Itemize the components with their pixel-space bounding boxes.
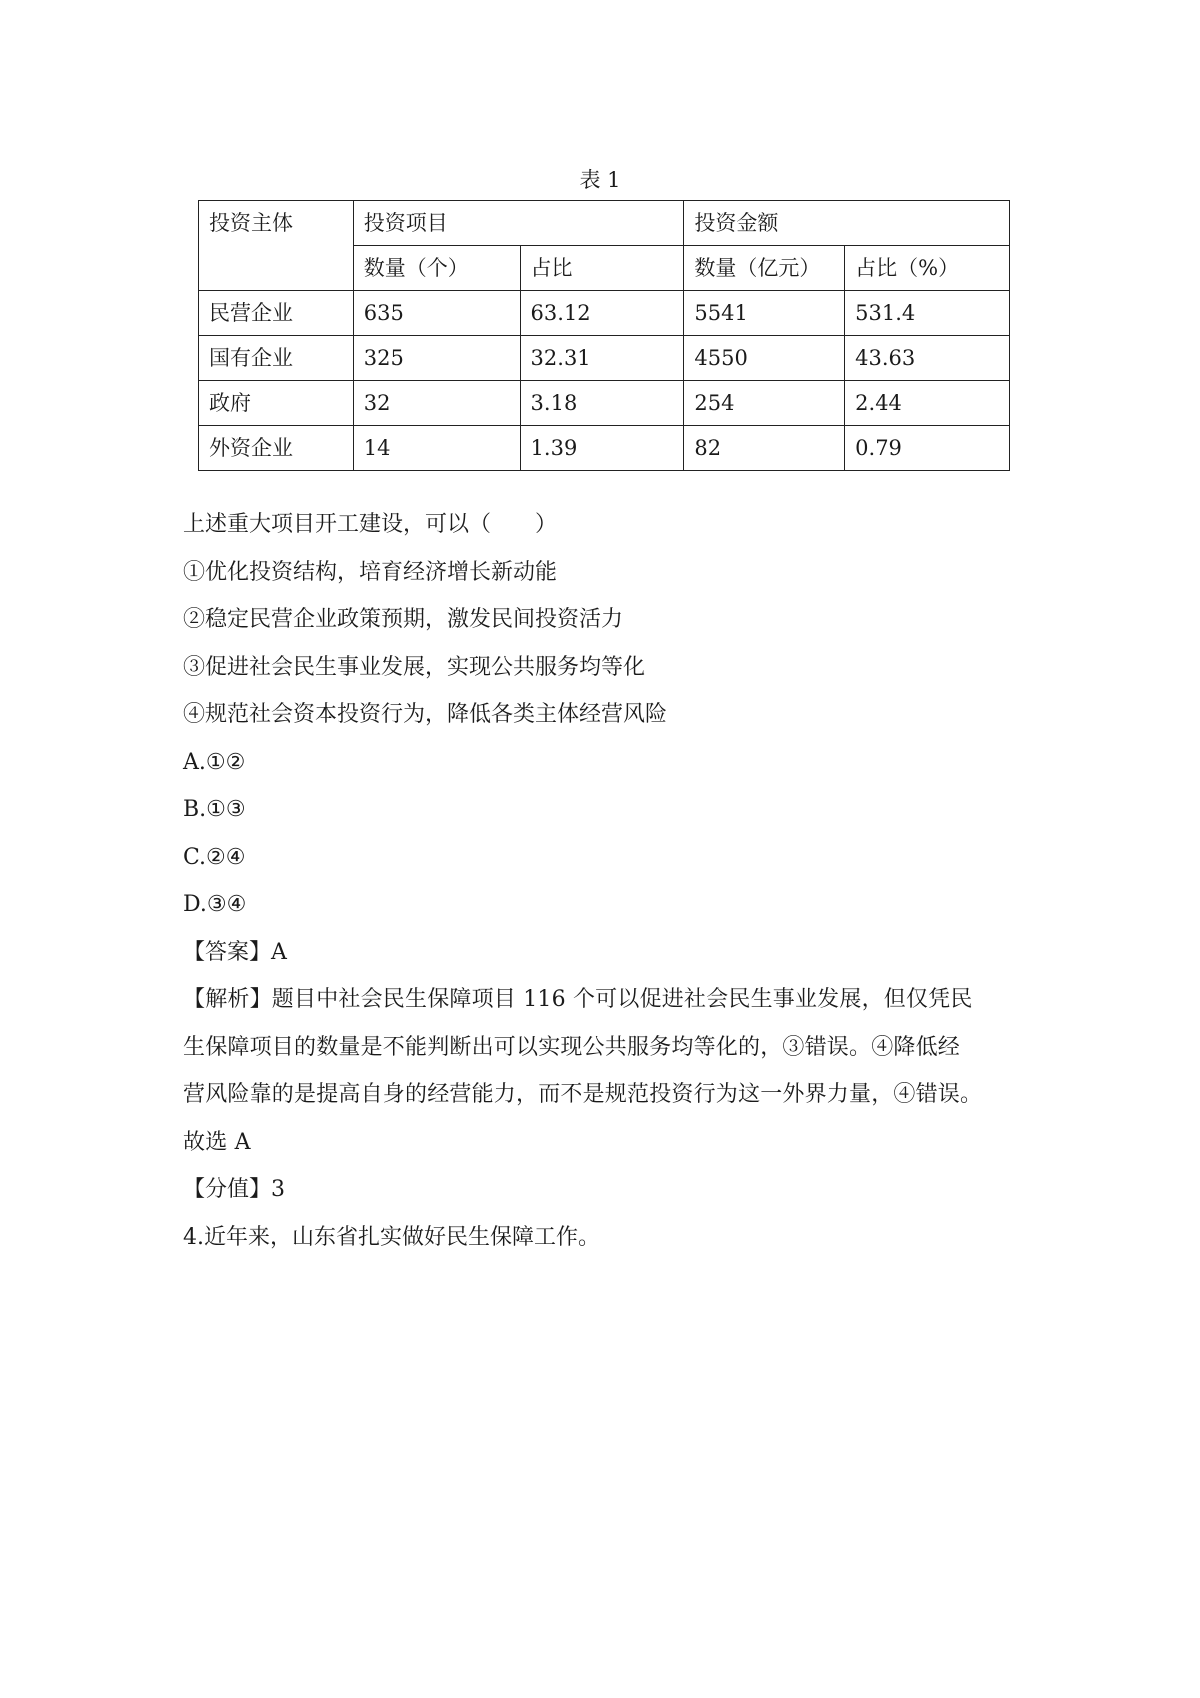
score: 【分值】3 [183,1177,285,1202]
cell-project-share: 1.39 [520,426,684,471]
table-row [199,381,1010,426]
cell-amount-count: 254 [684,381,845,426]
cell-project-share: 63.12 [520,291,684,336]
investment-table [198,200,1010,471]
option-c: C.②④ [183,844,246,870]
cell-project-share: 32.31 [520,336,684,381]
header-subject: 投资主体 [199,201,354,291]
option-a: A.①② [183,749,246,775]
statement-3: ③促进社会民生事业发展，实现公共服务均等化 [183,654,646,680]
table-caption: 表 1 [579,168,621,192]
cell-amount-share: 2.44 [845,381,1010,426]
next-question: 4.近年来，山东省扎实做好民生保障工作。 [183,1224,600,1250]
question-body [183,501,1033,1261]
header-amount-count: 数量（亿元） [684,246,845,291]
cell-subject: 国有企业 [199,336,354,381]
cell-amount-count: 82 [684,426,845,471]
statement-1: ①优化投资结构，培育经济增长新动能 [183,559,558,585]
analysis-line: 生保障项目的数量是不能判断出可以实现公共服务均等化的，③错误。④降低经 [183,1034,961,1060]
cell-project-count: 325 [353,336,520,381]
table-header-row [199,201,1010,246]
cell-amount-count: 5541 [684,291,845,336]
cell-subject: 政府 [199,381,354,426]
cell-amount-share: 531.4 [845,291,1010,336]
cell-amount-share: 43.63 [845,336,1010,381]
answer: 【答案】A [183,939,287,965]
cell-project-count: 635 [353,291,520,336]
table-row [199,336,1010,381]
statement-4: ④规范社会资本投资行为，降低各类主体经营风险 [183,702,668,727]
header-amount-share: 占比（%） [845,246,1010,291]
cell-project-count: 14 [353,426,520,471]
analysis-line: 【解析】题目中社会民生保障项目 116 个可以促进社会民生事业发展，但仅凭民 [183,987,973,1012]
option-b: B.①③ [183,797,246,822]
cell-amount-count: 4550 [684,336,845,381]
header-amount: 投资金额 [684,201,1010,246]
analysis-line: 营风险靠的是提高自身的经营能力，而不是规范投资行为这一外界力量，④错误。 [183,1082,983,1107]
table-row [199,291,1010,336]
statement-2: ②稳定民营企业政策预期，激发民间投资活力 [183,607,624,632]
cell-project-share: 3.18 [520,381,684,426]
header-project-share: 占比 [520,246,684,291]
cell-project-count: 32 [353,381,520,426]
analysis-line: 故选 A [183,1129,251,1155]
cell-subject: 民营企业 [199,291,354,336]
question-stem: 上述重大项目开工建设，可以（ ） [183,512,558,537]
header-projects: 投资项目 [353,201,684,246]
option-d: D.③④ [183,892,247,917]
table-row [199,426,1010,471]
cell-subject: 外资企业 [199,426,354,471]
header-project-count: 数量（个） [353,246,520,291]
cell-amount-share: 0.79 [845,426,1010,471]
